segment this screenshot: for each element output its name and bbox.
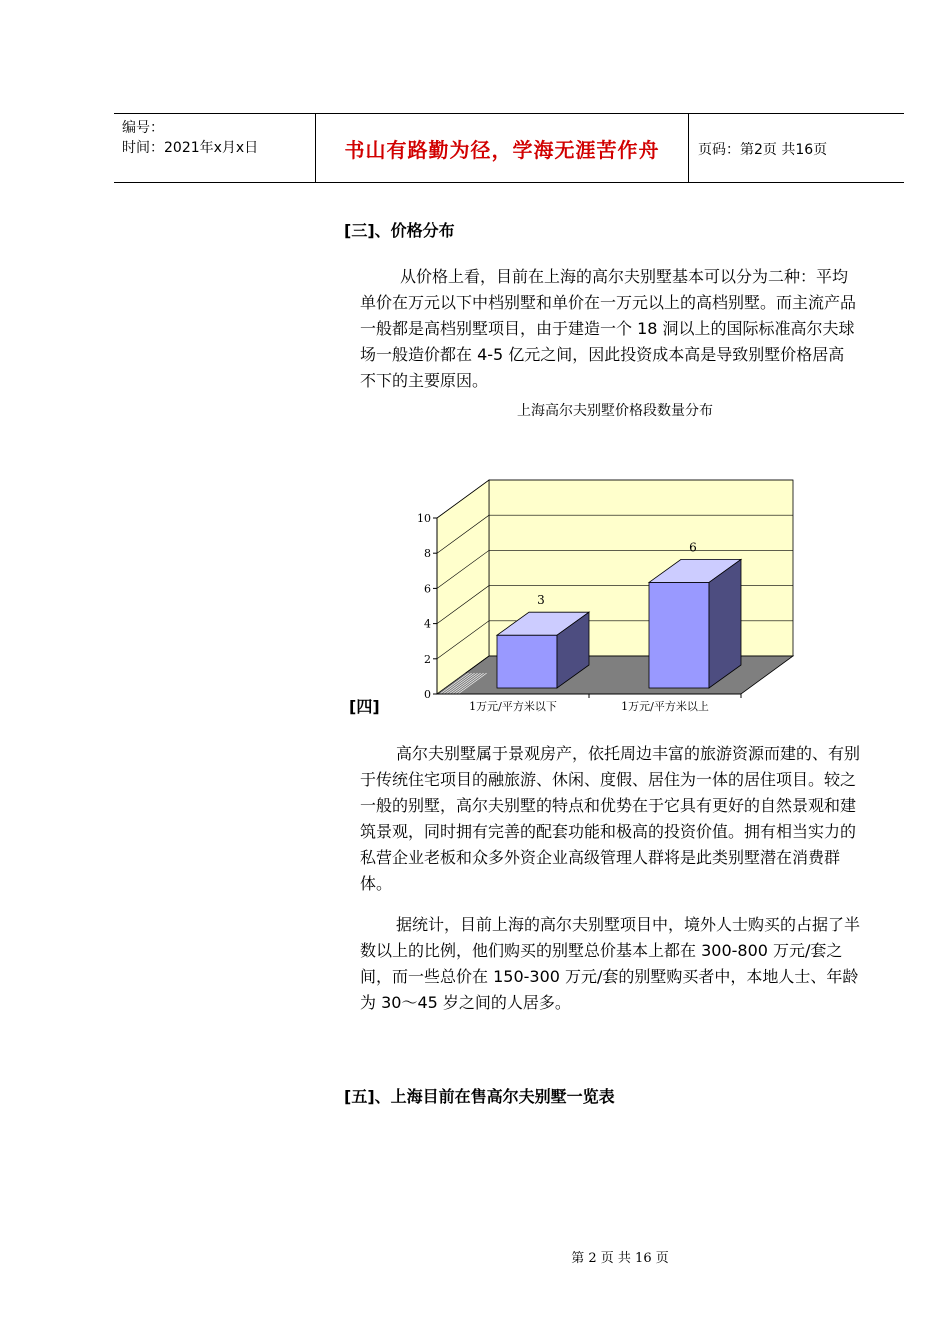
bar-front [649, 582, 709, 688]
section-3-title: [三]、价格分布 [344, 221, 455, 240]
chart-title: 上海高尔夫别墅价格段数量分布 [517, 403, 713, 419]
x-tick-label: 1万元/平方米以上 [621, 700, 709, 713]
section-4-paragraph-1: 高尔夫别墅属于景观房产，依托周边丰富的旅游资源而建的、有别于传统住宅项目的融旅游、休闲、度假、居住为一体的居住项目。较之一般的别墅，高尔夫别墅的特点和优势在于它具有更好的自然景观和建筑景观，同时拥有完善的配套功能和极高的投资价值。拥有相当实力的私营企业老板和众多外资企业高级管理人群将是此类别墅潜在消费群体。 [360, 744, 861, 893]
y-tick-label: 6 [424, 582, 431, 596]
bar-side [709, 559, 741, 688]
section-4-paragraph-2: 据统计，目前上海的高尔夫别墅项目中，境外人士购买的占据了半数以上的比例，他们购买的别墅总价基本上都在 300-800 万元/套之间，而一些总价在 150-300 万元/套的别墅购买者中，本地人士、年龄为 30～45 岁之间的人居多。 [360, 915, 861, 1012]
section-3-paragraph: 从价格上看，目前在上海的高尔夫别墅基本可以分为二种：平均单价在万元以下中档别墅和单价在一万元以上的高档别墅。而主流产品一般都是高档别墅项目，由于建造一个 18 洞以上的国际标准高尔夫球场一般造价都在 4-5 亿元之间，因此投资成本高是导致别墅价格居高不下的主要原因。 [360, 267, 857, 390]
y-tick-label: 4 [424, 617, 431, 631]
y-tick-label: 0 [424, 688, 431, 701]
chart-y-ticks [417, 512, 437, 701]
header-divider [688, 114, 689, 182]
header-page-number: 页码：第2页 共16页 [698, 142, 828, 158]
number-label: 编号： [122, 120, 164, 136]
y-tick-label: 2 [424, 652, 431, 666]
bar-value-label: 3 [537, 593, 545, 608]
header-meta [122, 118, 258, 158]
price-distribution-chart [405, 470, 795, 720]
section-4-label: [四] [349, 697, 380, 716]
section-5-title: [五]、上海目前在售高尔夫别墅一览表 [344, 1087, 615, 1106]
y-tick-label: 8 [424, 547, 431, 561]
chart-x-ticks [469, 694, 741, 713]
bar-value-label: 6 [689, 540, 697, 555]
header-motto: 书山有路勤为径，学海无涯苦作舟 [344, 138, 660, 162]
bar-front [497, 635, 557, 688]
page-footer: 第 2 页 共 16 页 [571, 1251, 669, 1266]
y-tick-label: 10 [417, 512, 431, 525]
header-table [114, 113, 904, 183]
time-label: 时间：2021年x月x日 [122, 140, 259, 156]
x-tick-label: 1万元/平方米以下 [469, 700, 557, 713]
